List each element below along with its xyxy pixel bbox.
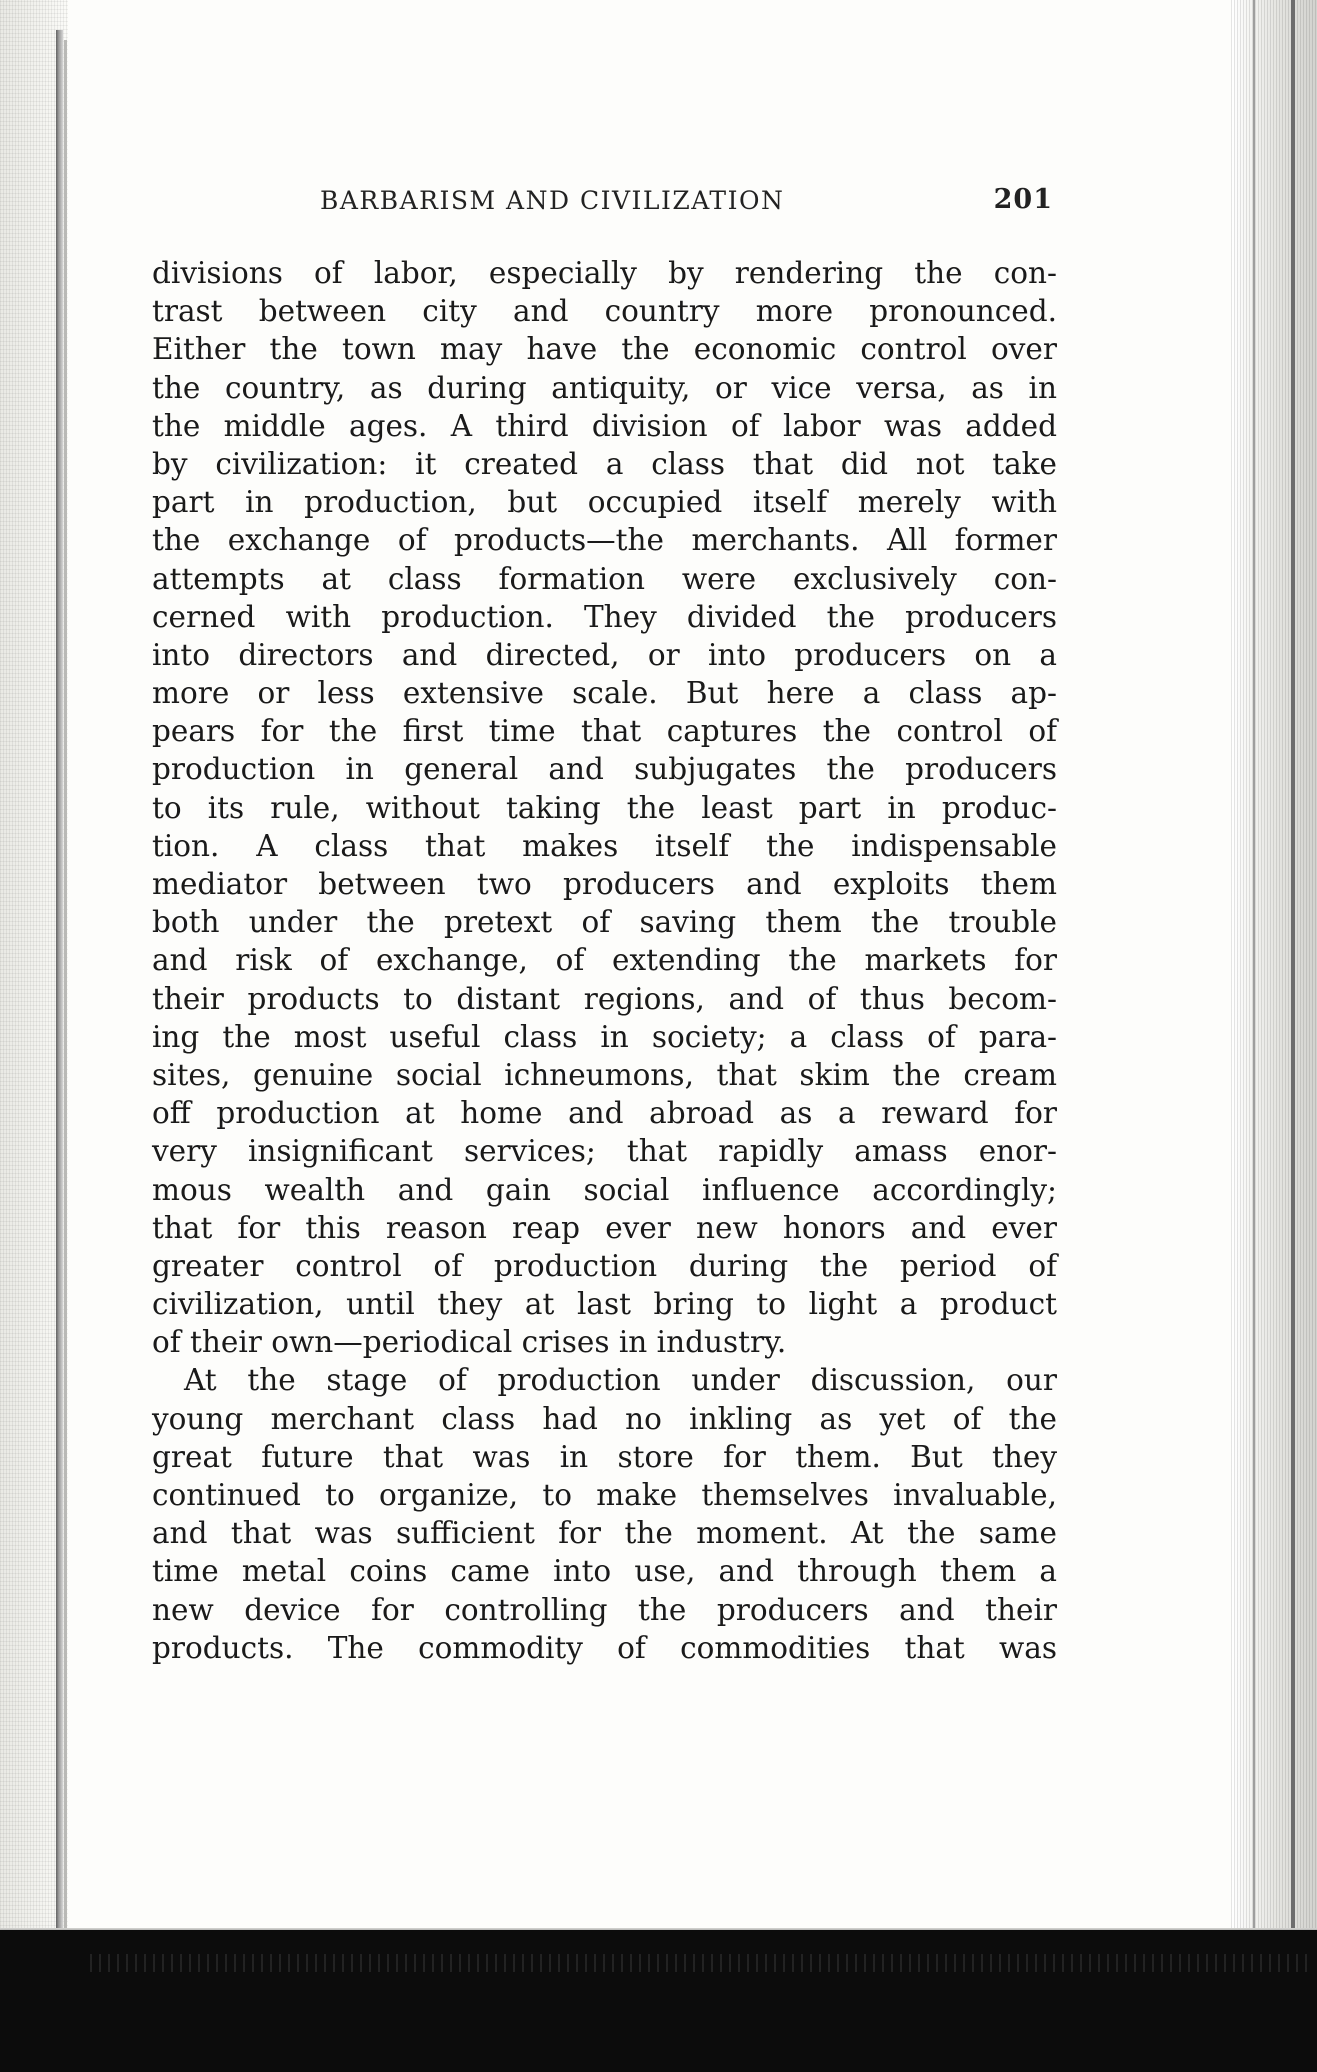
text-line: greater control of production during the period of	[152, 1248, 1057, 1283]
text-line: new device for controlling the producers and their	[152, 1592, 1057, 1627]
text-line: of their own—periodical crises in industry.	[152, 1325, 787, 1360]
text-line: products. The commodity of commodities that was	[152, 1630, 1057, 1665]
text-line: more or less extensive scale. But here a class ap-	[152, 676, 1057, 711]
text-line: pears for the first time that captures the control of	[152, 714, 1057, 749]
text-line: sites, genuine social ichneumons, that skim the cream	[152, 1057, 1057, 1092]
text-line: the exchange of products—the merchants. All former	[152, 523, 1057, 558]
running-title: BARBARISM AND CIVILIZATION	[320, 186, 785, 215]
right-page-stack-edge	[1231, 0, 1317, 2030]
left-binding-edge	[56, 30, 63, 2030]
text-line: Either the town may have the economic control over	[152, 332, 1057, 367]
text-line: their products to distant regions, and of thus becom-	[152, 981, 1057, 1016]
text-line: very insignificant services; that rapidly amass enor-	[152, 1134, 1057, 1169]
page-header	[150, 186, 1055, 226]
left-binding-edge-inner	[64, 40, 67, 2020]
scan-noise	[90, 1954, 1310, 1972]
text-line: by civilization: it created a class that did not take	[152, 446, 1057, 481]
text-line: cerned with production. They divided the producers	[152, 599, 1057, 634]
text-line: to its rule, without taking the least part in produc-	[152, 790, 1057, 825]
text-line: trast between city and country more pronounced.	[152, 294, 1057, 329]
text-line: continued to organize, to make themselves invaluable,	[152, 1478, 1057, 1512]
text-line: and that was sufficient for the moment. At the same	[152, 1516, 1057, 1551]
text-line: civilization, until they at last bring to light a product	[152, 1287, 1057, 1322]
text-line: ing the most useful class in society; a class of para-	[152, 1019, 1057, 1054]
text-line: production in general and subjugates the producers	[152, 752, 1057, 787]
text-line: divisions of labor, especially by rendering the con-	[152, 256, 1057, 290]
text-line: tion. A class that makes itself the indispensable	[152, 828, 1057, 863]
text-line: time metal coins came into use, and through them a	[152, 1554, 1057, 1589]
text-line: off production at home and abroad as a reward for	[152, 1096, 1057, 1131]
text-line: young merchant class had no inkling as yet of the	[152, 1401, 1057, 1436]
text-line: part in production, but occupied itself merely with	[152, 485, 1057, 520]
text-line: mous wealth and gain social influence accordingly;	[152, 1172, 1057, 1207]
text-line: both under the pretext of saving them the trouble	[152, 905, 1057, 940]
scan-bottom-band	[0, 1930, 1317, 2072]
text-line: into directors and directed, or into producers on a	[152, 637, 1057, 672]
text-line: that for this reason reap ever new honors and ever	[152, 1210, 1057, 1245]
right-page-edge-line-inner	[1253, 0, 1255, 2030]
body-text	[152, 254, 1057, 1667]
right-page-edge-line	[1291, 0, 1295, 2030]
text-line: mediator between two producers and exploits them	[152, 867, 1057, 901]
text-line: attempts at class formation were exclusively con-	[152, 561, 1057, 596]
page-number: 201	[993, 184, 1053, 215]
text-line: the country, as during antiquity, or vice versa, as in	[152, 370, 1057, 405]
text-line: At the stage of production under discussion, our	[184, 1363, 1057, 1398]
text-line: the middle ages. A third division of labor was added	[152, 408, 1057, 443]
text-line: and risk of exchange, of extending the markets for	[152, 943, 1057, 978]
text-line: great future that was in store for them. But they	[152, 1439, 1057, 1474]
